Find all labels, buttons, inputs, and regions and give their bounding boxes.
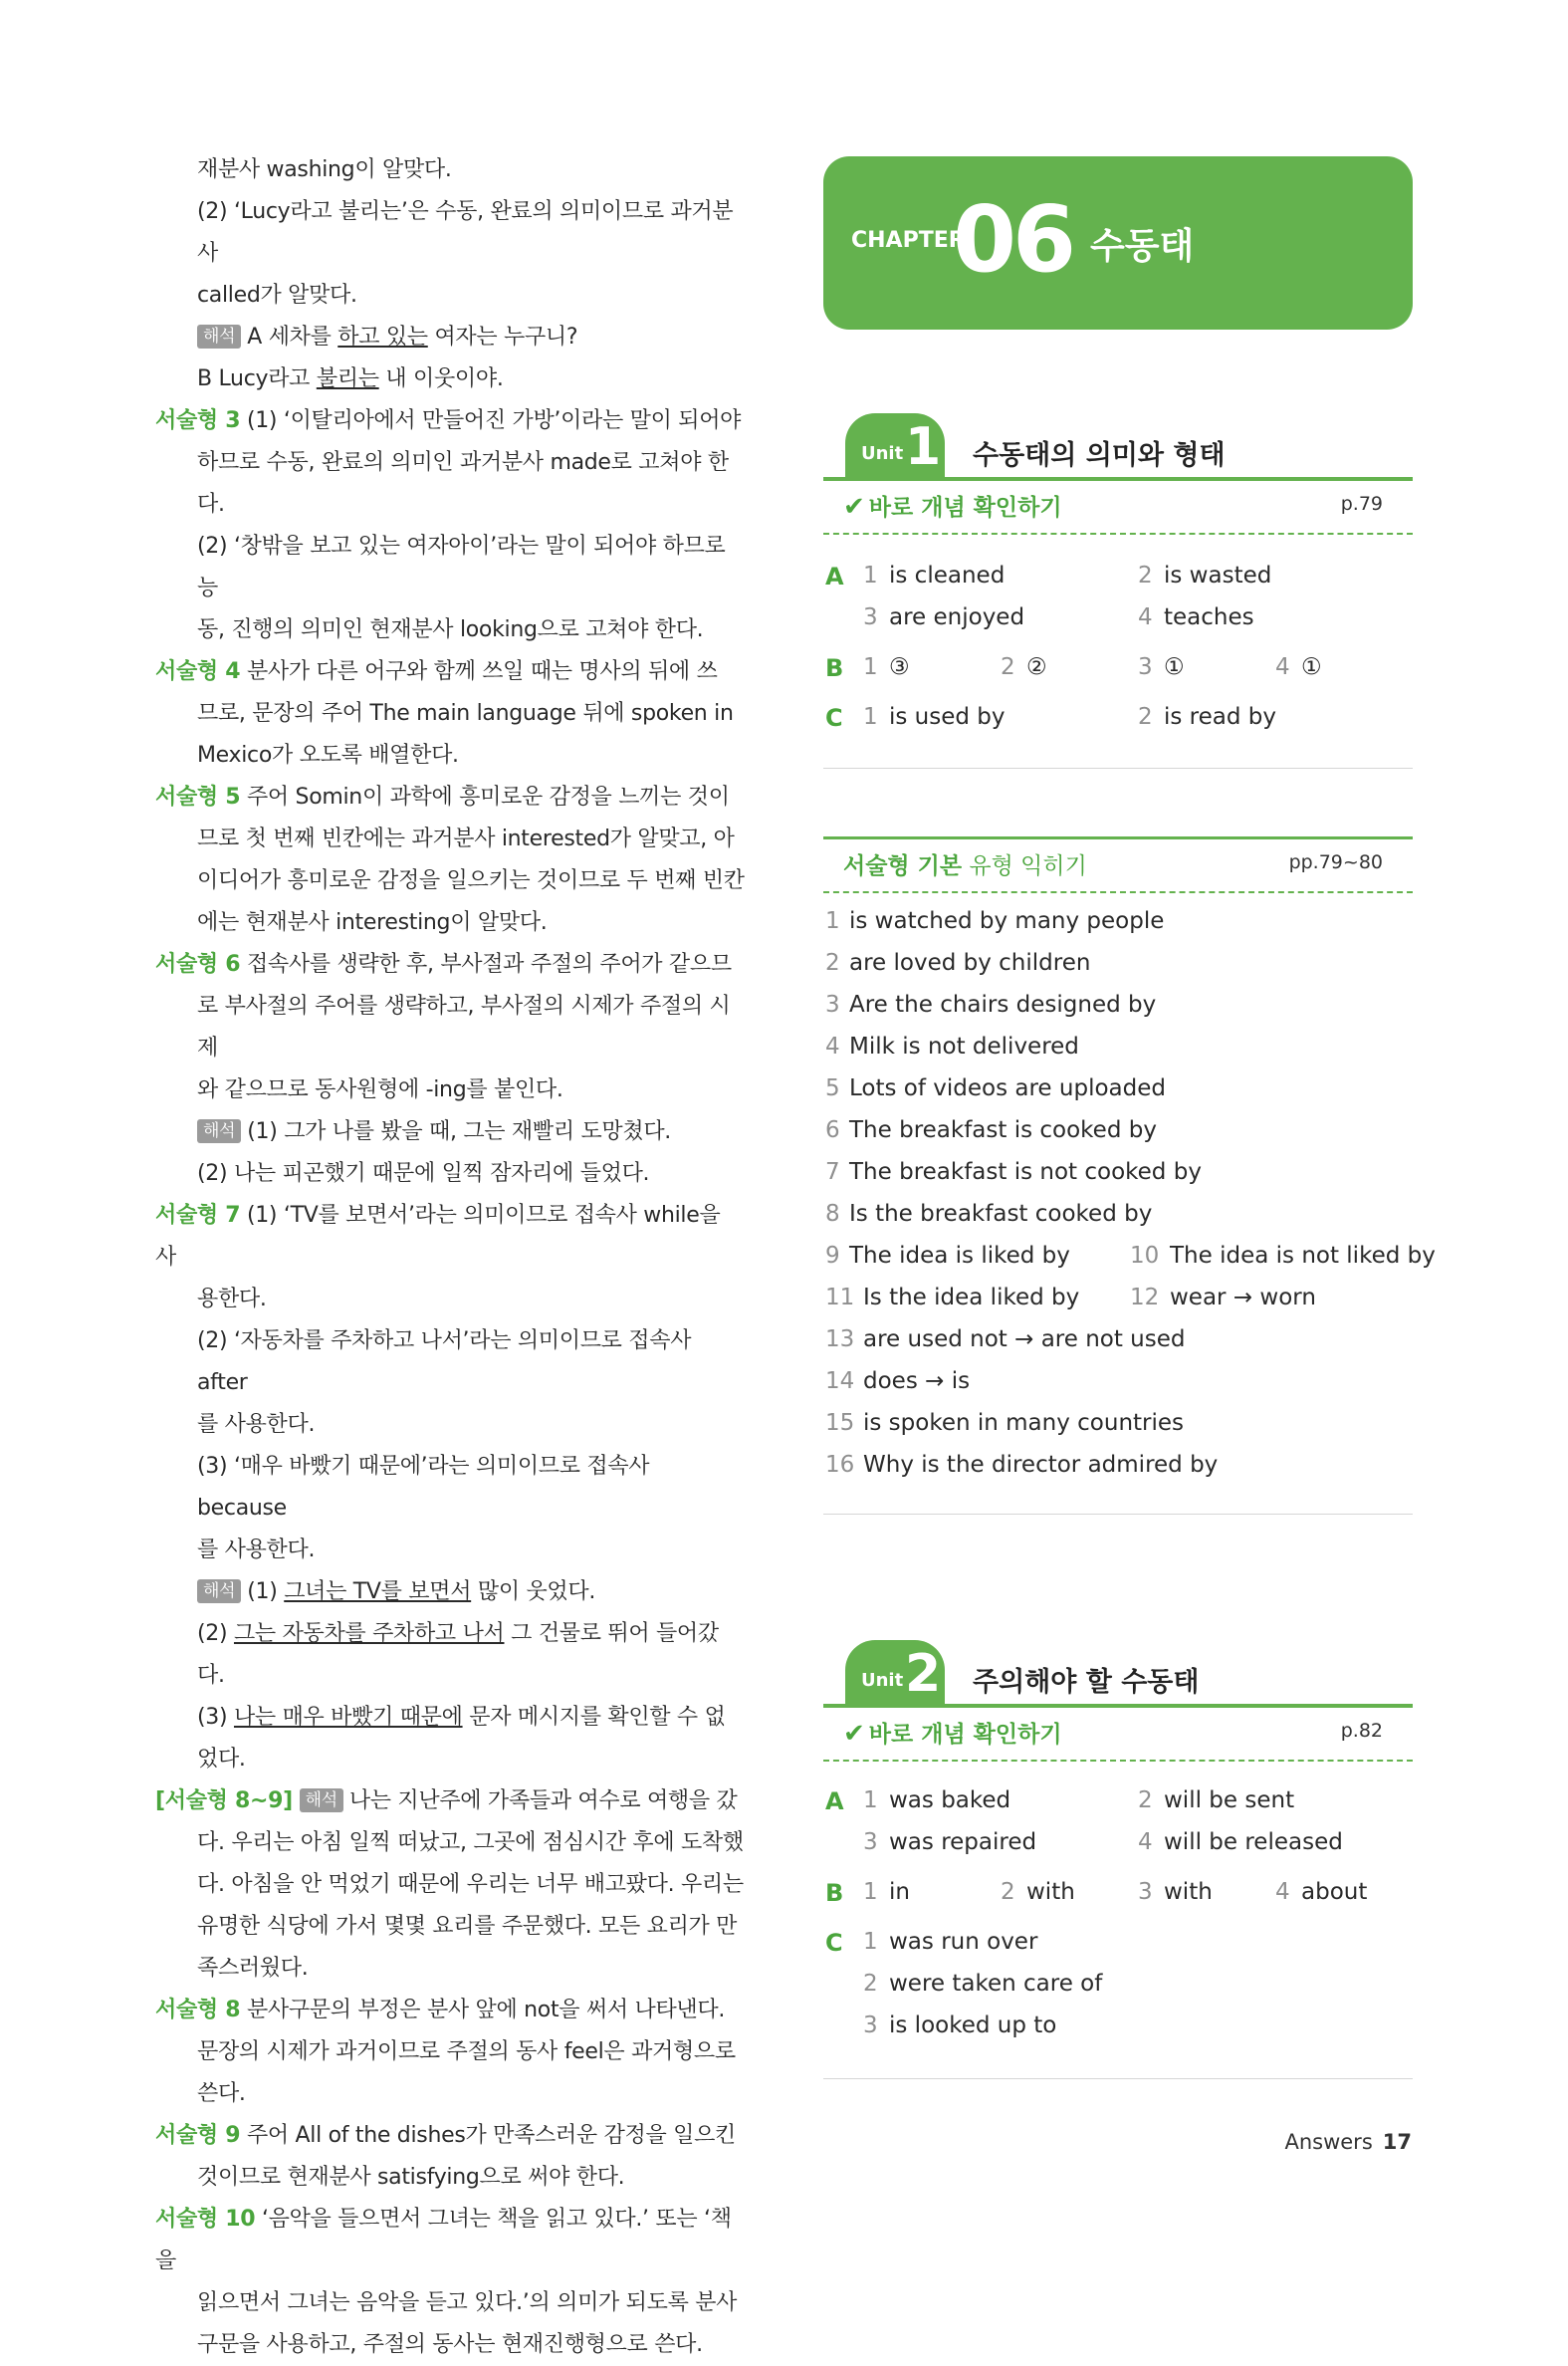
concept-check-header (823, 1710, 1413, 1762)
answer-text: are used not → are not used (863, 1326, 1186, 1352)
list-item (823, 1326, 1413, 1368)
answer-text: is wasted (1164, 563, 1272, 589)
underlined-text: 나는 매우 바빴기 때문에 (233, 1705, 463, 1730)
text-line: 동, 진행의 의미인 현재분사 looking으로 고쳐야 한다. (197, 617, 704, 642)
text: 접속사를 생략한 후, 부사절과 주절의 주어가 같으므 (246, 952, 732, 977)
chapter-banner (823, 156, 1413, 330)
divider (823, 1704, 1413, 1708)
explanation-q3 (155, 400, 745, 651)
check-icon: ✔ (843, 1719, 865, 1749)
explanation-q8-9 (155, 1780, 745, 1990)
answer-text: was repaired (889, 1829, 1037, 1855)
answer-text: is read by (1164, 704, 1277, 730)
text-line: 문장의 시제가 과거이므로 주절의 동사 feel은 과거형으로 (197, 2039, 736, 2064)
text-line: (2) ‘Lucy라고 불리는’은 수동, 완료의 의미이므로 과거분사 (197, 199, 734, 266)
text-line: Mexico가 오도록 배열한다. (197, 743, 459, 768)
answer-row (823, 1929, 1413, 1971)
answer-number: 2 (1138, 1787, 1153, 1813)
answer-number: 1 (863, 1879, 878, 1905)
answer-text: Milk is not delivered (849, 1034, 1079, 1060)
unit-word: Unit (861, 443, 904, 464)
list-item (823, 950, 1413, 992)
answer-text: ② (1026, 654, 1047, 680)
list-item (823, 1075, 1413, 1117)
text: 나는 지난주에 가족들과 여수로 여행을 갔 (348, 1788, 738, 1813)
answer-text: The breakfast is cooked by (849, 1117, 1157, 1143)
explanation-q2-cont (155, 149, 745, 400)
divider (823, 1514, 1413, 1515)
text-line: 므로 첫 번째 빈칸에는 과거분사 interested가 알맞고, 아 (197, 827, 735, 851)
list-item (823, 1243, 1436, 1285)
check-icon: ✔ (843, 492, 865, 522)
basic-practice-header (823, 841, 1413, 893)
text-line (155, 777, 745, 819)
text-line: 유명한 식당에 가서 몇몇 요리를 주문했다. 모든 요리가 만 (197, 1914, 738, 1939)
underlined-text: 불리는 (316, 366, 379, 391)
question-label: 서술형 9 (155, 2123, 241, 2148)
text-line: 로 부사절의 주어를 생략하고, 부사절의 시제가 주절의 시제 (197, 994, 731, 1061)
answer-text: are enjoyed (889, 604, 1025, 630)
text-line (155, 1195, 745, 1279)
explanation-q7 (155, 1195, 745, 1780)
section-title-text: 유형 익히기 (962, 853, 1087, 879)
section-title-text: 서술형 기본 (843, 853, 963, 879)
answer-row (823, 1879, 1413, 1921)
explanation-q6 (155, 944, 745, 1195)
unit-word: Unit (861, 1670, 904, 1691)
answer-number: 1 (863, 1929, 878, 1955)
list-item (823, 1117, 1413, 1159)
answer-letter: B (825, 654, 844, 682)
text: (1) ‘TV를 보면서’라는 의미이므로 접속사 while을 사 (155, 1203, 721, 1270)
text-line: (2) ‘창밖을 보고 있는 여자아이’라는 말이 되어야 하므로 능 (197, 534, 726, 600)
text-line: (2) ‘자동차를 주차하고 나서’라는 의미이므로 접속사 after (197, 1328, 692, 1395)
answer-number: 3 (1138, 1879, 1153, 1905)
text: 분사가 다른 어구와 함께 쓰일 때는 명사의 뒤에 쓰 (246, 659, 718, 684)
page-ref: p.79 (1340, 493, 1383, 515)
answer-text: Is the idea liked by (863, 1285, 1080, 1310)
answer-text: is looked up to (889, 2012, 1057, 2038)
answer-text: with (1026, 1879, 1075, 1905)
answer-row (823, 654, 1413, 696)
section-title (843, 847, 1087, 880)
text: (1) (247, 1579, 285, 1604)
answer-letter: C (825, 1929, 843, 1957)
underlined-text: 그는 자동차를 주차하고 나서 (233, 1621, 505, 1646)
translation-tag: 해석 (197, 1579, 241, 1603)
answer-row (823, 2012, 1413, 2054)
answer-number: 2 (1138, 563, 1153, 589)
answer-number: 3 (863, 1829, 878, 1855)
answer-number: 8 (825, 1201, 840, 1227)
answer-number: 4 (1138, 1829, 1153, 1855)
footer-label: Answers (1284, 2130, 1373, 2154)
question-label: 서술형 4 (155, 659, 241, 684)
unit-1-header (823, 413, 1413, 481)
divider (823, 836, 1413, 839)
answer-row (823, 1971, 1413, 2012)
answer-number: 1 (863, 704, 878, 730)
answer-number: 3 (863, 2012, 878, 2038)
chapter-number: 06 (953, 186, 1073, 293)
answer-row (823, 563, 1413, 604)
unit-title: 주의해야 할 수동태 (973, 1667, 1200, 1698)
divider (823, 2078, 1413, 2079)
text-line: 므로, 문장의 주어 The main language 뒤에 spoken in (197, 701, 734, 726)
explanation-q9 (155, 2115, 745, 2199)
list-item (823, 1201, 1413, 1243)
text-line: called가 알맞다. (197, 283, 357, 308)
text-line: 이디어가 흥미로운 감정을 일으키는 것이므로 두 번째 빈칸 (197, 868, 745, 893)
text-line (155, 1990, 745, 2031)
text-line (155, 400, 745, 442)
question-label: 서술형 5 (155, 785, 241, 810)
text-line: 를 사용한다. (197, 1412, 316, 1437)
answer-text: was run over (889, 1929, 1038, 1955)
page-footer (1284, 2130, 1412, 2154)
divider (823, 477, 1413, 481)
answer-number: 9 (825, 1243, 840, 1269)
explanation-q10 (155, 2199, 745, 2366)
text-line: 것이므로 현재분사 satisfying으로 써야 한다. (197, 2165, 625, 2190)
translation-line (155, 358, 745, 400)
list-item (823, 1159, 1413, 1201)
answer-number: 2 (1001, 654, 1015, 680)
list-item (823, 908, 1413, 950)
answer-number: 3 (863, 604, 878, 630)
chapter-title: 수동태 (1090, 226, 1195, 267)
list-item (823, 1452, 1413, 1494)
text-line: 쓴다. (197, 2081, 246, 2106)
answer-row (823, 1787, 1413, 1829)
answer-number: 3 (825, 992, 840, 1018)
text: 여자는 누구니? (427, 325, 578, 350)
text-line: 하므로 수동, 완료의 의미인 과거분사 made로 고쳐야 한다. (197, 450, 729, 517)
translation-line (155, 1697, 745, 1780)
answer-text: is used by (889, 704, 1006, 730)
answer-number: 4 (825, 1034, 840, 1060)
text-line: 읽으면서 그녀는 음악을 듣고 있다.’의 의미가 되도록 분사 (197, 2290, 738, 2315)
text: B Lucy라고 (197, 366, 317, 391)
translation-tag: 해석 (197, 325, 241, 349)
answer-number: 4 (1275, 654, 1290, 680)
list-item (823, 1368, 1413, 1410)
text: 분사구문의 부정은 분사 앞에 not을 써서 나타낸다. (246, 1998, 726, 2022)
text-line: 재분사 washing이 알맞다. (197, 157, 452, 182)
section-title-text: 바로 개념 확인하기 (868, 495, 1062, 521)
answer-text: ① (1164, 654, 1185, 680)
concept-check-header (823, 483, 1413, 535)
text-line: 용한다. (197, 1287, 267, 1311)
question-label: 서술형 3 (155, 408, 241, 433)
explanation-q4 (155, 651, 745, 777)
answer-text: were taken care of (889, 1971, 1103, 1997)
answer-text: Is the breakfast cooked by (849, 1201, 1153, 1227)
question-label: 서술형 10 (155, 2207, 256, 2232)
text: (2) (197, 1621, 234, 1646)
answer-number: 2 (863, 1971, 878, 1997)
section-title (843, 489, 1062, 522)
basic-practice-answers (823, 908, 1436, 1494)
question-label: [서술형 8~9] (155, 1788, 293, 1813)
text: 주어 Somin이 과학에 흥미로운 감정을 느끼는 것이 (246, 785, 730, 810)
answer-text: in (889, 1879, 910, 1905)
answer-number: 15 (825, 1410, 855, 1436)
divider (823, 768, 1413, 769)
answer-number: 1 (863, 1787, 878, 1813)
answer-text: The idea is liked by (849, 1243, 1070, 1269)
question-label: 서술형 8 (155, 1998, 241, 2022)
answer-text: is cleaned (889, 563, 1006, 589)
unit-number: 2 (905, 1644, 942, 1704)
question-label: 서술형 7 (155, 1203, 241, 1228)
explanations-column (155, 149, 745, 2366)
answer-text: Lots of videos are uploaded (849, 1075, 1166, 1101)
text-line: (3) ‘매우 바빴기 때문에’라는 의미이므로 접속사 because (197, 1454, 650, 1521)
translation-line (155, 317, 745, 358)
answer-letter: A (825, 563, 844, 591)
page-ref: pp.79~80 (1288, 851, 1383, 873)
section-title (843, 1716, 1062, 1749)
answer-number: 4 (1138, 604, 1153, 630)
text-line (155, 2115, 745, 2157)
text: 문자 메시지를 확인할 수 없었다. (197, 1705, 726, 1772)
chapter-word: CHAPTER (851, 228, 966, 253)
answer-text: ③ (889, 654, 910, 680)
underlined-text: 그녀는 TV를 보면서 (284, 1579, 472, 1604)
answer-text: teaches (1164, 604, 1254, 630)
underlined-text: 하고 있는 (337, 325, 428, 350)
translation-line (155, 1571, 745, 1613)
section-title-text: 바로 개념 확인하기 (868, 1722, 1062, 1748)
text: 그 건물로 뛰어 들어갔다. (197, 1621, 719, 1688)
answer-number: 5 (825, 1075, 840, 1101)
text-line (155, 651, 745, 693)
answer-number: 12 (1130, 1285, 1160, 1310)
text-line: 를 사용한다. (197, 1538, 316, 1562)
answer-letter: B (825, 1879, 844, 1907)
answer-number: 1 (825, 908, 840, 934)
list-item (823, 992, 1413, 1034)
text: (1) ‘이탈리아에서 만들어진 가방’이라는 말이 되어야 (246, 408, 742, 433)
answer-text: ① (1301, 654, 1322, 680)
text: 주어 All of the dishes가 만족스러운 감정을 일으킨 (246, 2123, 736, 2148)
answer-text: will be released (1164, 1829, 1343, 1855)
unit-2-answers (823, 1787, 1413, 2054)
text: (1) 그가 나를 봤을 때, 그는 재빨리 도망쳤다. (247, 1119, 671, 1144)
answer-text: The idea is not liked by (1170, 1243, 1436, 1269)
list-item (823, 1034, 1413, 1075)
answer-number: 2 (825, 950, 840, 976)
answer-text: does → is (863, 1368, 971, 1394)
text-line (155, 944, 745, 986)
answer-row (823, 704, 1413, 746)
translation-tag: 해석 (197, 1119, 241, 1143)
explanation-q8 (155, 1990, 745, 2115)
text: 많이 웃었다. (471, 1579, 596, 1604)
answer-number: 3 (1138, 654, 1153, 680)
answer-number: 2 (1001, 1879, 1015, 1905)
list-item (823, 1285, 1413, 1326)
list-item (823, 1410, 1413, 1452)
answer-text: was baked (889, 1787, 1011, 1813)
translation-line: (2) 나는 피곤했기 때문에 일찍 잠자리에 들었다. (197, 1161, 650, 1186)
unit-number: 1 (905, 417, 942, 477)
text-line: 와 같으므로 동사원형에 -ing를 붙인다. (197, 1077, 563, 1102)
answer-row (823, 604, 1413, 646)
unit-2-header (823, 1640, 1413, 1708)
explanation-q5 (155, 777, 745, 944)
text-line: 족스러웠다. (197, 1956, 309, 1981)
answer-text: are loved by children (849, 950, 1091, 976)
answer-text: Why is the director admired by (863, 1452, 1219, 1478)
text: (3) (197, 1705, 234, 1730)
unit-title: 수동태의 의미와 형태 (973, 440, 1226, 471)
text-line: 구문을 사용하고, 주절의 동사는 현재진행형으로 쓴다. (197, 2332, 703, 2357)
text-line (155, 2199, 745, 2282)
answer-text: is spoken in many countries (863, 1410, 1185, 1436)
unit-badge (845, 1640, 945, 1706)
translation-line (155, 1613, 745, 1697)
text: ‘음악을 들으면서 그녀는 책을 읽고 있다.’ 또는 ‘책을 (155, 2207, 732, 2273)
page-ref: p.82 (1340, 1720, 1383, 1742)
answer-number: 4 (1275, 1879, 1290, 1905)
answer-row (823, 1829, 1413, 1871)
question-label: 서술형 6 (155, 952, 241, 977)
unit-1-answers (823, 563, 1413, 746)
answer-text: Are the chairs designed by (849, 992, 1157, 1018)
answer-text: is watched by many people (849, 908, 1165, 934)
answer-number: 6 (825, 1117, 840, 1143)
translation-line (155, 1111, 745, 1153)
answer-text: will be sent (1164, 1787, 1295, 1813)
answer-number: 13 (825, 1326, 855, 1352)
answer-number: 14 (825, 1368, 855, 1394)
answer-text: wear → worn (1170, 1285, 1316, 1310)
answer-number: 2 (1138, 704, 1153, 730)
unit-badge (845, 413, 945, 479)
page-number: 17 (1382, 2130, 1412, 2154)
answer-text: about (1301, 1879, 1368, 1905)
answer-letter: A (825, 1787, 844, 1815)
answer-number: 16 (825, 1452, 855, 1478)
answer-number: 1 (863, 563, 878, 589)
answer-letter: C (825, 704, 843, 732)
text-line (155, 1780, 745, 1822)
text-line: 에는 현재분사 interesting이 알맞다. (197, 910, 548, 935)
text: 내 이웃이야. (378, 366, 504, 391)
answer-number: 11 (825, 1285, 855, 1310)
text: A 세차를 (247, 325, 338, 350)
answer-number: 10 (1130, 1243, 1160, 1269)
translation-tag: 해석 (300, 1788, 343, 1812)
answer-text: The breakfast is not cooked by (849, 1159, 1202, 1185)
answer-number: 1 (863, 654, 878, 680)
text-line: 다. 아침을 안 먹었기 때문에 우리는 너무 배고팠다. 우리는 (197, 1872, 744, 1897)
answer-text: with (1164, 1879, 1213, 1905)
text-line: 다. 우리는 아침 일찍 떠났고, 그곳에 점심시간 후에 도착했 (197, 1830, 744, 1855)
answer-number: 7 (825, 1159, 840, 1185)
